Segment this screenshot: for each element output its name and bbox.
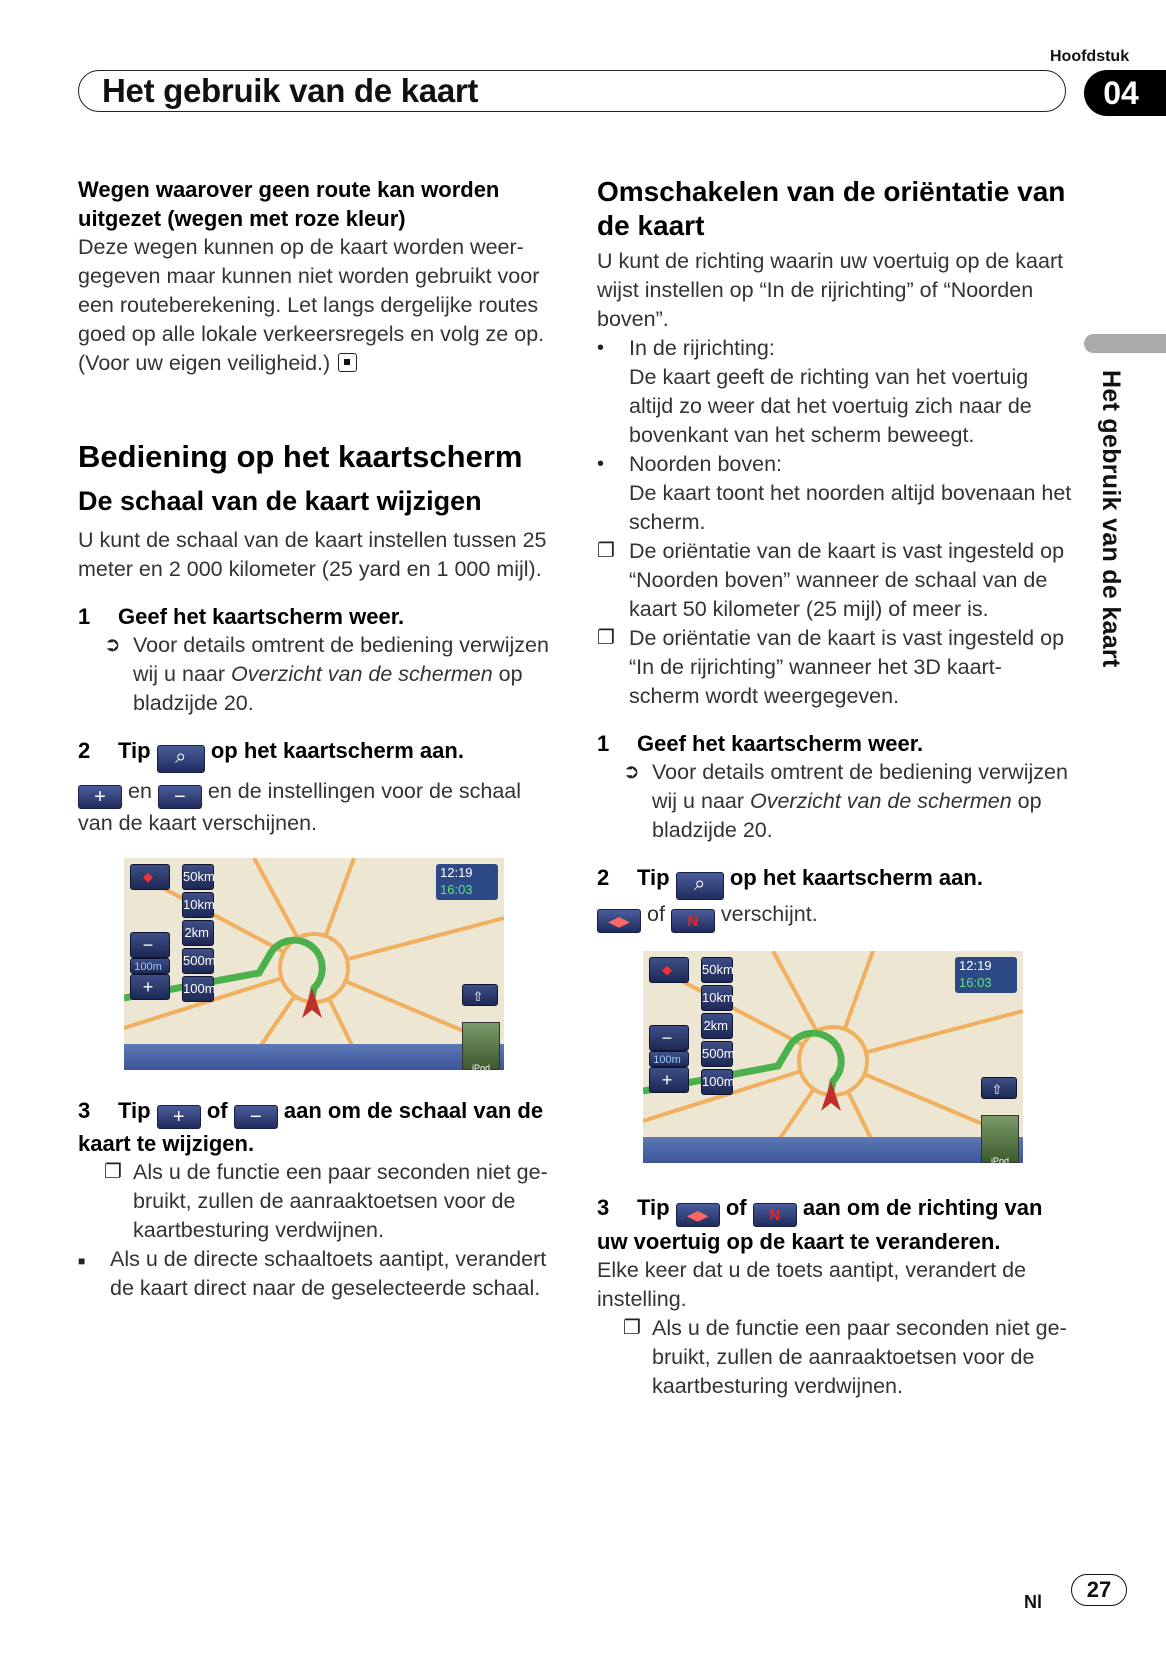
map-screenshot-orientation [643, 951, 1023, 1163]
north-up-button-icon: N [753, 1203, 797, 1227]
scale-button-100m: 100m [182, 976, 214, 1002]
scale-button-2km: 2km [182, 920, 214, 946]
step-number: 3 [597, 1195, 610, 1220]
heading-up-button-icon: ◀▶ [676, 1203, 720, 1227]
bullet-icon: • [597, 453, 605, 475]
zoom-in-button: + [649, 1067, 689, 1093]
minus-button-icon: − [158, 785, 202, 809]
scale-button-50km: 50km [182, 864, 214, 890]
clock-panel [436, 864, 498, 900]
subheading-pink-roads: Wegen waarover geen route kan worden uitgezet (wegen met roze kleur) [78, 177, 500, 231]
current-scale: 100m [130, 958, 170, 974]
page-title: Het gebruik van de kaart [102, 72, 479, 109]
step-tip: Tip [118, 1098, 151, 1123]
step-3 [597, 1193, 1072, 1256]
bullet-text: De kaart geeft de richting van het voertuig altijd zo weer dat het voertuig zich naar de bovenkant van het scherm beweegt. [629, 365, 1032, 447]
note-marker-icon: ❐ [623, 1317, 641, 1339]
note-north-fixed [597, 537, 1072, 624]
note-text: De oriëntatie van de kaart is vast ingesteld op “Noorden boven” wanneer de schaal van de kaart 50 kilometer (25 mijl) of meer is. [629, 539, 1065, 621]
step-of: of [206, 1098, 228, 1123]
step-label: kaart te wijzigen. [78, 1131, 255, 1156]
scale-button-50km: 50km [701, 957, 733, 983]
current-scale: 100m [649, 1051, 689, 1067]
step-2-body [597, 900, 1072, 933]
scale-button-10km: 10km [701, 985, 733, 1011]
step-label: Geef het kaartscherm weer. [637, 731, 924, 756]
step-number: 3 [78, 1098, 91, 1123]
step-tip: Tip [637, 1195, 670, 1220]
side-tab-marker [1084, 334, 1166, 353]
side-tab-title: Het gebruik van de kaart [1097, 370, 1125, 668]
scale-search-button-icon: ⌕ [157, 745, 205, 773]
step-1 [78, 602, 553, 631]
body-text: verschijnt. [720, 902, 818, 926]
scale-search-button-icon: ⌕ [676, 872, 724, 900]
scale-intro: U kunt de schaal van de kaart instellen tussen 25 meter en 2 000 kilometer (25 yard en 1 000 mijl). [78, 528, 547, 581]
step-label: uw voertuig op de kaart te veranderen. [597, 1229, 1001, 1254]
bullet-heading-up [597, 334, 1072, 450]
orientation-title: Omschakelen van de oriëntatie van de kaart [597, 176, 1066, 241]
step-number: 1 [597, 731, 610, 756]
clock-time: 12:19 [959, 958, 992, 973]
step-of: of [725, 1195, 747, 1220]
minus-button-icon: − [234, 1105, 278, 1129]
note-text: Als u de functie een paar seconden niet ge-bruikt, zullen de aanraaktoetsen voor de kaartbesturing verdwijnen. [652, 1316, 1067, 1398]
plus-button-icon: + [78, 785, 122, 809]
north-up-button-icon: N [671, 909, 715, 933]
note-text: Als u de functie een paar seconden niet ge-bruikt, zullen de aanraaktoetsen voor de kaartbesturing verdwijnen. [133, 1160, 548, 1242]
chapter-number: 04 [1084, 70, 1166, 116]
scale-button-500m: 500m [701, 1041, 733, 1067]
arrival-time: 16:03 [959, 975, 992, 990]
note-marker-icon: ❐ [597, 540, 615, 562]
heading-up-button-icon: ◀▶ [597, 909, 641, 933]
step-1 [597, 729, 1072, 758]
body-text: en [127, 779, 152, 803]
plus-button-icon: + [157, 1105, 201, 1129]
zoom-in-button: + [130, 974, 170, 1000]
ipod-source: iPod [981, 1115, 1019, 1163]
bullet-north-up [597, 450, 1072, 537]
arrow-marker-icon: ➲ [623, 761, 640, 783]
language-code: Nl [1024, 1592, 1042, 1612]
step-label: aan om de richting van [802, 1195, 1043, 1220]
square-bullet-icon: ■ [78, 1254, 86, 1268]
orientation-intro: U kunt de richting waarin uw voertuig op de kaart wijst instellen op “In de rijrichting” of “Noorden boven”. [597, 249, 1064, 331]
scale-button-100m: 100m [701, 1069, 733, 1095]
step-tip: Tip [118, 738, 151, 763]
bullet-text: Als u de directe schaaltoets aantipt, verandert de kaart direct naar de geselecteerde schaal. [110, 1247, 547, 1300]
note-text: op bladzijde 20. [133, 662, 523, 715]
pink-roads-body [78, 233, 553, 378]
zoom-out-button: − [649, 1025, 689, 1051]
view-toggle-button: ⇧ [981, 1077, 1017, 1099]
step-number: 1 [78, 604, 91, 629]
step-1-note [78, 631, 553, 718]
step-label: op het kaartscherm aan. [210, 738, 464, 763]
scale-button-500m: 500m [182, 948, 214, 974]
note-text: De oriëntatie van de kaart is vast ingesteld op “In de rijrichting” wanneer het 3D kaart-scherm wordt weergegeven. [629, 626, 1065, 708]
step-2-body [78, 777, 553, 838]
step-number: 2 [78, 738, 91, 763]
step-label: aan om de schaal van de [283, 1098, 544, 1123]
step-1-note [597, 758, 1072, 845]
cross-reference-link: Overzicht van de schermen [750, 789, 1012, 813]
bullet-label: Noorden boven: [629, 452, 782, 476]
subsection-title: De schaal van de kaart wijzigen [78, 486, 482, 516]
view-toggle-button: ⇧ [462, 984, 498, 1006]
compass-button: ◆ [130, 864, 170, 890]
zoom-out-button: − [130, 932, 170, 958]
step-tip: Tip [637, 865, 670, 890]
bullet-label: In de rijrichting: [629, 336, 775, 360]
note-text: op bladzijde 20. [652, 789, 1042, 842]
bullet-icon: • [597, 337, 605, 359]
pink-roads-text: Deze wegen kunnen op de kaart worden weer-gegeven maar kunnen niet worden gebruikt voor een routeberekening. Let langs dergelijke routes goed op alle lokale verkeersregels en volg ze op. (Voor uw eigen veiligheid.) [78, 235, 545, 375]
clock-panel [955, 957, 1017, 993]
end-mark-icon [338, 353, 357, 372]
map-screenshot-scale [124, 858, 504, 1070]
step-3-note [78, 1158, 553, 1245]
arrival-time: 16:03 [440, 882, 473, 897]
map-status-bar [643, 1137, 1023, 1163]
note-marker-icon: ❐ [104, 1161, 122, 1183]
step-3-bullet [78, 1245, 553, 1303]
step-3-body: Elke keer dat u de toets aantipt, verandert de instelling. [597, 1258, 1027, 1311]
note-marker-icon: ❐ [597, 627, 615, 649]
scale-button-10km: 10km [182, 892, 214, 918]
left-column [78, 175, 553, 1303]
step-3-note [597, 1314, 1072, 1401]
note-text: Voor details omtrent de bediening verwijzen wij u naar [133, 633, 549, 686]
compass-button: ◆ [649, 957, 689, 983]
step-label: Geef het kaartscherm weer. [118, 604, 405, 629]
note-heading-fixed [597, 624, 1072, 711]
bullet-text: De kaart toont het noorden altijd bovenaan het scherm. [629, 481, 1072, 534]
scale-button-2km: 2km [701, 1013, 733, 1039]
step-2 [78, 736, 553, 773]
step-3 [78, 1096, 553, 1158]
cross-reference-link: Overzicht van de schermen [231, 662, 493, 686]
step-number: 2 [597, 865, 610, 890]
clock-time: 12:19 [440, 865, 473, 880]
body-text: of [646, 902, 665, 926]
ipod-source: iPod [462, 1022, 500, 1070]
arrow-marker-icon: ➲ [104, 634, 121, 656]
map-status-bar [124, 1044, 504, 1070]
body-text: en de instellingen voor de schaal van de kaart verschijnen. [78, 779, 522, 835]
page-number: 27 [1071, 1574, 1127, 1606]
step-2 [597, 863, 1072, 900]
chapter-label: Hoofdstuk [1050, 48, 1130, 65]
note-text: Voor details omtrent de bediening verwijzen wij u naar [652, 760, 1068, 813]
step-label: op het kaartscherm aan. [729, 865, 983, 890]
right-column [597, 175, 1072, 1401]
section-title: Bediening op het kaartscherm [78, 439, 523, 474]
